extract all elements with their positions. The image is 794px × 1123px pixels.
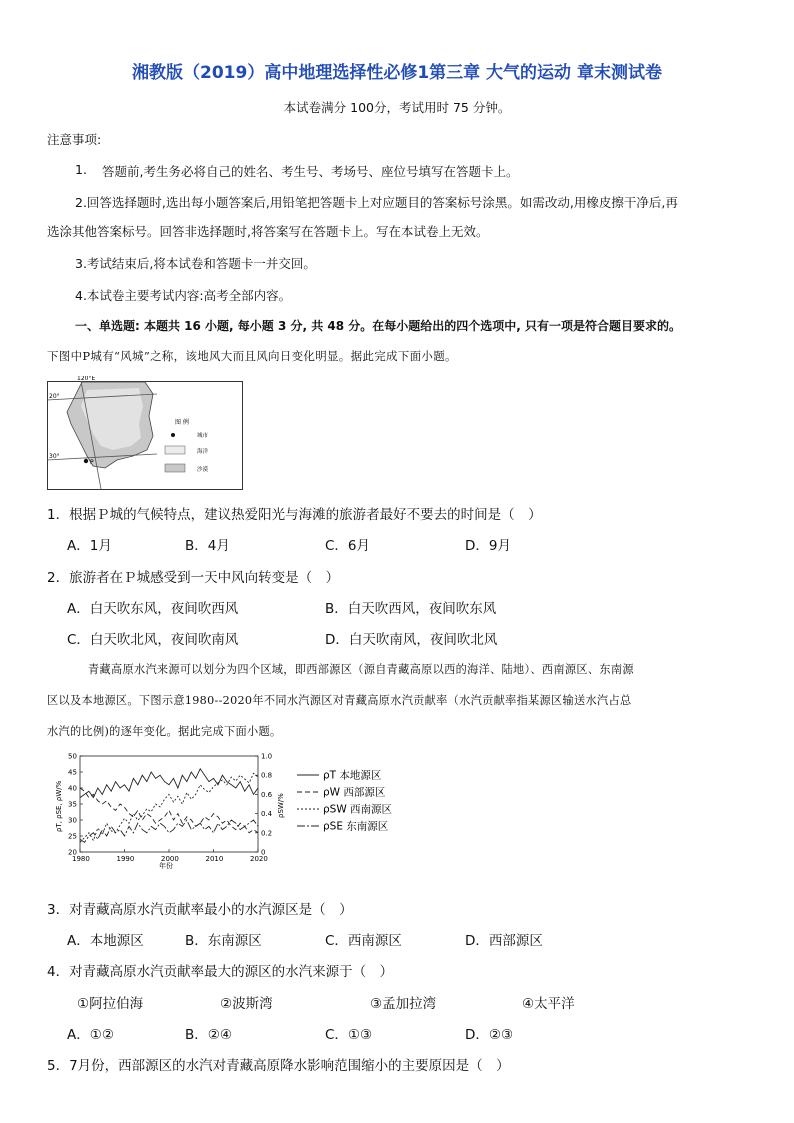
lat-30-label: 30° — [49, 453, 60, 460]
lat-20-label: 20° — [49, 393, 60, 400]
lon-label: 120°E — [77, 376, 96, 382]
chart-plot-area — [80, 756, 258, 852]
q1-option-a[interactable]: A．1月 — [67, 538, 112, 554]
q3-option-c[interactable]: C．西南源区 — [325, 933, 402, 949]
question-5-stem: 5．7月份，西部源区的水汽对青藏高原降水影响范围缩小的主要原因是（ ） — [47, 1058, 510, 1074]
q4-item-2: ②波斯湾 — [220, 996, 273, 1012]
passage-2-line-2: 区以及本地源区。下图示意1980--2020年不同水汽源区对青藏高原水汽贡献率（水汽贡献率指某源区输送水汽占总 — [47, 694, 632, 707]
passage-2-line-1: 青藏高原水汽来源可以划分为四个区域，即西部源区（源自青藏高原以西的海洋、陆地）、西南源区、东南源 — [88, 663, 634, 676]
x-tick-label: 1990 — [116, 855, 135, 863]
q4-item-3: ③孟加拉湾 — [370, 996, 437, 1012]
series-line — [80, 820, 258, 842]
y-left-tick-label: 20 — [68, 848, 77, 857]
legend-label: ρSE 东南源区 — [323, 820, 389, 833]
question-4-stem: 4．对青藏高原水汽贡献率最大的源区的水汽来源于（ ） — [47, 964, 394, 980]
y-left-tick-label: 40 — [68, 784, 77, 793]
x-tick-label: 2020 — [250, 855, 268, 863]
legend-city-icon — [171, 433, 175, 437]
q3-option-d[interactable]: D．西部源区 — [465, 933, 543, 949]
legend-label: ρSW 西南源区 — [323, 803, 393, 816]
q4-item-4: ④太平洋 — [522, 996, 575, 1012]
q4-option-c[interactable]: C．①③ — [325, 1027, 373, 1043]
q2-option-d[interactable]: D．白天吹南风，夜间吹北风 — [325, 632, 498, 648]
question-1-stem: 1．根据Ｐ城的气候特点，建议热爱阳光与海滩的旅游者最好不要去的时间是（ ） — [47, 507, 542, 523]
q4-option-a[interactable]: A．①② — [67, 1027, 114, 1043]
q4-option-b[interactable]: B．②④ — [185, 1027, 232, 1043]
q3-option-b[interactable]: B．东南源区 — [185, 933, 262, 949]
note-2-line-2: 选涂其他答案标号。回答非选择题时,将答案写在答题卡上。写在本试卷上无效。 — [47, 224, 489, 239]
q4-option-d[interactable]: D．②③ — [465, 1027, 514, 1043]
legend-desert-label: 沙漠 — [197, 467, 209, 473]
map-figure — [47, 376, 243, 490]
city-p-marker — [84, 459, 88, 463]
question-3-stem: 3．对青藏高原水汽贡献率最小的水汽源区是（ ） — [47, 902, 353, 918]
note-2-line-1: 2.回答选择题时,选出每小题答案后,用铅笔把答题卡上对应题目的答案标号涂黑。如需改动,用橡皮擦干净后,再 — [75, 195, 678, 210]
q1-option-d[interactable]: D．9月 — [465, 538, 511, 554]
y-left-tick-label: 50 — [68, 752, 77, 761]
legend-city-label: 城市 — [197, 433, 209, 439]
q2-option-a[interactable]: A．白天吹东风，夜间吹西风 — [67, 601, 239, 617]
passage-2-line-3: 水汽的比例)的逐年变化。据此完成下面小题。 — [47, 725, 282, 738]
y-right-tick-label: 0.2 — [261, 829, 273, 838]
page-title: 湘教版（2019）高中地理选择性必修1第三章 大气的运动 章末测试卷 — [132, 63, 662, 83]
legend-label: ρW 西部源区 — [323, 786, 386, 799]
q2-option-b[interactable]: B．白天吹西风，夜间吹东风 — [325, 601, 497, 617]
legend-title: 图 例 — [175, 419, 189, 426]
y-left-tick-label: 25 — [68, 832, 77, 841]
note-1-number: 1. — [75, 162, 87, 177]
section-1-heading: 一、单选题: 本题共 16 小题, 每小题 3 分, 共 48 分。在每小题给出的四个选项中, 只有一项是符合题目要求的。 — [75, 319, 682, 333]
y-left-tick-label: 35 — [68, 800, 77, 809]
x-tick-label: 2000 — [161, 855, 179, 863]
legend-label: ρT 本地源区 — [323, 769, 382, 782]
water-vapor-chart — [47, 748, 407, 870]
y-right-tick-label: 0.4 — [261, 810, 273, 819]
q2-option-c[interactable]: C．白天吹北风，夜间吹南风 — [67, 632, 239, 648]
section-1-intro: 下图中P城有“风城”之称，该地风大而且风向日变化明显。据此完成下面小题。 — [47, 349, 457, 363]
notes-heading: 注意事项: — [47, 132, 102, 147]
y-right-axis-label: ρSW/% — [277, 793, 285, 818]
y-right-tick-label: 0.8 — [261, 771, 273, 780]
x-axis-label: 年份 — [159, 862, 173, 870]
x-tick-label: 1980 — [72, 855, 90, 863]
legend-ocean-label: 海洋 — [197, 449, 209, 455]
note-3: 3.考试结束后,将本试卷和答题卡一并交回。 — [75, 256, 316, 271]
legend-desert-swatch — [165, 464, 185, 472]
legend-ocean-swatch — [165, 446, 185, 454]
q1-option-c[interactable]: C．6月 — [325, 538, 371, 554]
y-left-tick-label: 30 — [68, 816, 77, 825]
note-4: 4.本试卷主要考试内容:高考全部内容。 — [75, 288, 292, 303]
y-left-axis-label: ρT, ρSE, ρW/% — [55, 780, 63, 832]
note-1-text: 答题前,考生务必将自己的姓名、考生号、考场号、座位号填写在答题卡上。 — [102, 164, 519, 179]
city-p-label: P — [90, 459, 94, 466]
q1-option-b[interactable]: B．4月 — [185, 538, 230, 554]
y-right-tick-label: 0.6 — [261, 790, 273, 799]
y-right-tick-label: 1.0 — [261, 752, 273, 761]
x-tick-label: 2010 — [205, 855, 224, 863]
exam-info: 本试卷满分 100分，考试用时 75 分钟。 — [283, 100, 511, 115]
q4-item-1: ①阿拉伯海 — [77, 996, 144, 1012]
question-2-stem: 2．旅游者在Ｐ城感受到一天中风向转变是（ ） — [47, 570, 340, 586]
y-left-tick-label: 45 — [68, 768, 77, 777]
q3-option-a[interactable]: A．本地源区 — [67, 933, 144, 949]
y-right-tick-label: 0 — [261, 848, 266, 857]
series-line — [80, 773, 258, 842]
series-line — [80, 769, 258, 798]
